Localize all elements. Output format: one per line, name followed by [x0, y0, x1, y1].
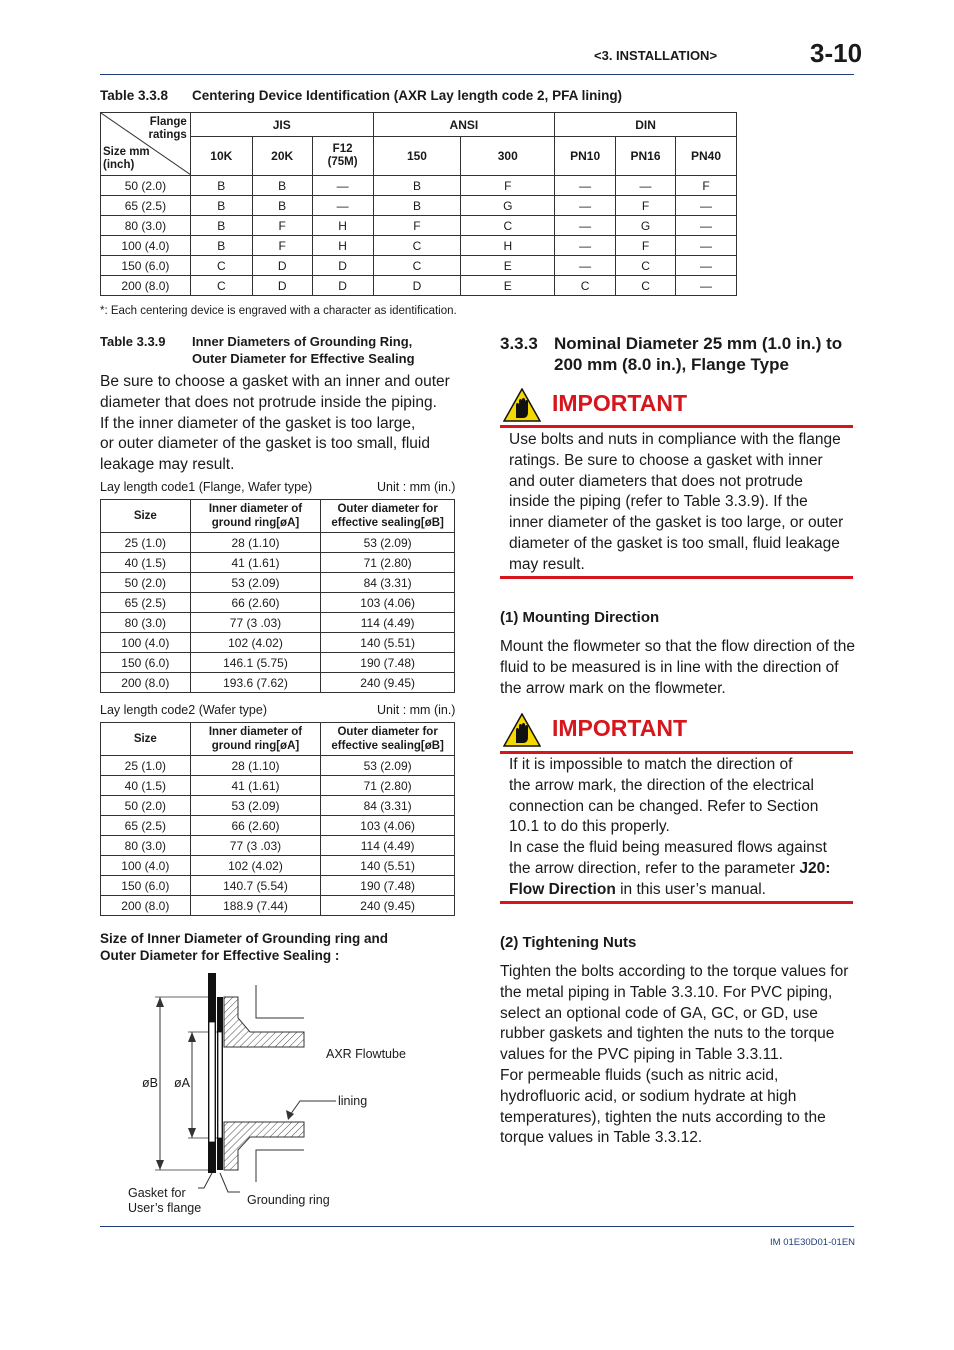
cell: 28 (1.10)	[190, 756, 321, 776]
cell: B	[190, 176, 252, 196]
code1-unit: Unit : mm (in.)	[377, 480, 456, 494]
cell: C	[373, 236, 461, 256]
column-header: 150	[373, 137, 461, 176]
cell: 100 (4.0)	[101, 633, 191, 653]
cell: D	[312, 276, 373, 296]
cell: 65 (2.5)	[101, 196, 191, 216]
section-333-title	[554, 333, 854, 375]
text-line	[509, 880, 849, 901]
column-header: Inner diameter of ground ring[øA]	[190, 723, 321, 756]
text-line	[509, 859, 849, 880]
flowtube-body-upper	[256, 985, 304, 1018]
cell: 71 (2.80)	[321, 553, 455, 573]
cell: 100 (4.0)	[101, 236, 191, 256]
cell: 103 (4.06)	[321, 816, 455, 836]
table-row	[101, 176, 737, 196]
tightening-heading: (2) Tightening Nuts	[500, 934, 637, 951]
text-line: diameter that does not protrude inside the piping.	[100, 393, 437, 411]
cell: H	[312, 236, 373, 256]
cell: 200 (8.0)	[101, 896, 191, 916]
column-header: F12 (75M)	[312, 137, 373, 176]
table-338-title: Centering Device Identification (AXR Lay length code 2, PFA lining)	[192, 88, 623, 103]
text-span: the arrow direction, refer to the parameter	[509, 859, 800, 877]
column-header: 300	[461, 137, 555, 176]
cell: 150 (6.0)	[101, 653, 191, 673]
cell: C	[461, 216, 555, 236]
text-line: If the inner diameter of the gasket is too large,	[100, 414, 416, 432]
cell: 146.1 (5.75)	[190, 653, 321, 673]
cell: 140.7 (5.54)	[190, 876, 321, 896]
cell: 28 (1.10)	[190, 533, 321, 553]
cell: —	[676, 236, 737, 256]
code1-caption: Lay length code1 (Flange, Wafer type)	[100, 480, 313, 494]
label-grounding-ring: Grounding ring	[247, 1193, 330, 1207]
parameter-ref: J20:	[799, 859, 831, 877]
table-339-title-line2: Outer Diameter for Effective Sealing	[192, 351, 415, 366]
table-row	[101, 816, 455, 836]
cell: —	[312, 196, 373, 216]
text-line: Tighten the bolts according to the torque values for	[500, 963, 849, 980]
table-row	[101, 533, 455, 553]
cell: F	[461, 176, 555, 196]
cell: B	[373, 176, 461, 196]
cell: 77 (3 .03)	[190, 613, 321, 633]
arrow-head	[156, 997, 164, 1007]
cell: 66 (2.60)	[190, 593, 321, 613]
parameter-ref: Flow Direction	[509, 880, 616, 898]
table-row	[101, 776, 455, 796]
text-line: may result.	[509, 555, 585, 573]
cell: 114 (4.49)	[321, 613, 455, 633]
cell: 140 (5.51)	[321, 633, 455, 653]
cell: 140 (5.51)	[321, 856, 455, 876]
cell: C	[190, 276, 252, 296]
cell: 53 (2.09)	[190, 796, 321, 816]
text-line: and outer diameters that does not protrude	[509, 472, 803, 490]
cell: 50 (2.0)	[101, 176, 191, 196]
cell: 41 (1.61)	[190, 553, 321, 573]
table-339-caption	[100, 333, 415, 367]
column-header: PN16	[616, 137, 676, 176]
text-line: torque values in Table 3.3.12.	[500, 1129, 703, 1147]
document-id: IM 01E30D01-01EN	[770, 1237, 856, 1248]
cell: C	[555, 276, 616, 296]
text-line: For permeable fluids (such as nitric acid,	[500, 1066, 779, 1084]
table-339-code2	[100, 722, 455, 916]
table-row	[101, 673, 455, 693]
table-row	[101, 633, 455, 653]
important-body-1	[509, 430, 849, 576]
cell: F	[373, 216, 461, 236]
important-title-2: IMPORTANT	[552, 715, 688, 741]
cell: —	[676, 216, 737, 236]
text-line: In case the fluid being measured flows against	[509, 839, 827, 857]
mounting-heading: (1) Mounting Direction	[500, 609, 660, 626]
label-oa: øA	[174, 1076, 190, 1090]
corner-bottom-label: Size mm (inch)	[103, 146, 150, 171]
column-header: Size	[101, 723, 191, 756]
cell: B	[190, 216, 252, 236]
warning-hand-icon	[503, 388, 541, 422]
cell: —	[616, 176, 676, 196]
text-line: or outer diameter of the gasket is too small, fluid	[100, 435, 430, 453]
diagram-title-line2: Outer Diameter for Effective Sealing :	[100, 948, 340, 963]
table-row	[101, 613, 455, 633]
cell: —	[555, 236, 616, 256]
cell: 190 (7.48)	[321, 653, 455, 673]
table-row	[101, 856, 455, 876]
table-339-title-line1: Inner Diameters of Grounding Ring,	[192, 334, 413, 349]
text-line: rubber gaskets and tighten the nuts to the torque	[500, 1025, 835, 1043]
table-row	[101, 876, 455, 896]
cell: 53 (2.09)	[321, 533, 455, 553]
column-header: Size	[101, 500, 191, 533]
cell: C	[190, 256, 252, 276]
cell: 50 (2.0)	[101, 796, 191, 816]
label-ob: øB	[142, 1076, 158, 1090]
code2-unit: Unit : mm (in.)	[377, 703, 456, 717]
diagram-title-line1: Size of Inner Diameter of Grounding ring and	[100, 931, 389, 946]
cell: 53 (2.09)	[321, 756, 455, 776]
table-row	[101, 836, 455, 856]
cell: B	[252, 176, 312, 196]
important-rule-top-1	[500, 425, 853, 428]
cell: —	[555, 176, 616, 196]
cell: 150 (6.0)	[101, 256, 191, 276]
cell: D	[252, 276, 312, 296]
text-line: connection can be changed. Refer to Section	[509, 797, 819, 815]
cell: 150 (6.0)	[101, 876, 191, 896]
arrow-head	[188, 1128, 196, 1138]
text-span: in this user’s manual.	[615, 880, 766, 898]
group-header: ANSI	[373, 113, 555, 137]
cell: 103 (4.06)	[321, 593, 455, 613]
cell: 65 (2.5)	[101, 816, 191, 836]
group-header: JIS	[190, 113, 373, 137]
cell: 240 (9.45)	[321, 673, 455, 693]
table-339-intro	[100, 372, 460, 476]
cell: 190 (7.48)	[321, 876, 455, 896]
table-row	[101, 896, 455, 916]
cell: 84 (3.31)	[321, 796, 455, 816]
label-gasket-line1: Gasket for	[128, 1186, 186, 1200]
group-header: DIN	[555, 113, 737, 137]
cell: B	[373, 196, 461, 216]
column-header: 20K	[252, 137, 312, 176]
cell: C	[373, 256, 461, 276]
text-line: temperatures), tighten the nuts according to the	[500, 1108, 826, 1126]
page-number: 3-10	[810, 38, 863, 68]
flowtube-flange-upper	[224, 997, 304, 1047]
cell: —	[676, 196, 737, 216]
text-line: If it is impossible to match the direction of	[509, 756, 793, 773]
important-rule-bottom-1	[500, 576, 853, 579]
table-339-code1	[100, 499, 455, 693]
cell: F	[676, 176, 737, 196]
text-line: the arrow mark, the direction of the electrical	[509, 776, 814, 794]
table-row	[101, 256, 737, 276]
column-header: Outer diameter for effective sealing[øB]	[321, 500, 455, 533]
cell: 53 (2.09)	[190, 573, 321, 593]
cell: G	[461, 196, 555, 216]
cell: 240 (9.45)	[321, 896, 455, 916]
table-row	[101, 573, 455, 593]
tightening-body	[500, 962, 855, 1149]
cell: 200 (8.0)	[101, 276, 191, 296]
cell: F	[252, 236, 312, 256]
cell: 100 (4.0)	[101, 856, 191, 876]
cell: —	[555, 256, 616, 276]
cell: C	[616, 256, 676, 276]
cell: 188.9 (7.44)	[190, 896, 321, 916]
table-338-corner	[101, 113, 191, 176]
label-gasket-line2: User’s flange	[128, 1201, 202, 1215]
table-row	[101, 553, 455, 573]
table-row	[101, 236, 737, 256]
text-line: diameter of the gasket is too small, fluid leakage	[509, 534, 840, 552]
flowtube-body-lower	[256, 1150, 304, 1182]
cell: D	[252, 256, 312, 276]
ring-inner	[218, 1032, 222, 1138]
table-row	[101, 756, 455, 776]
important-rule-top-2	[500, 751, 853, 754]
cell: 200 (8.0)	[101, 673, 191, 693]
cell: —	[555, 216, 616, 236]
column-header: PN10	[555, 137, 616, 176]
cell: 40 (1.5)	[101, 776, 191, 796]
cell: 66 (2.60)	[190, 816, 321, 836]
cell: 114 (4.49)	[321, 836, 455, 856]
column-header: 10K	[190, 137, 252, 176]
cell: 25 (1.0)	[101, 756, 191, 776]
cell: B	[252, 196, 312, 216]
label-axr-flowtube: AXR Flowtube	[326, 1047, 406, 1061]
table-row	[101, 196, 737, 216]
cell: 80 (3.0)	[101, 836, 191, 856]
arrow-head	[188, 1032, 196, 1042]
cell: 102 (4.02)	[190, 856, 321, 876]
gasket-gap	[209, 1022, 215, 1142]
text-line: the arrow mark on the flowmeter.	[500, 679, 726, 697]
lining-leader	[290, 1101, 336, 1115]
text-line: hydrofluoric acid, or sodium hydrate at high	[500, 1087, 797, 1105]
cell: 41 (1.61)	[190, 776, 321, 796]
cell: D	[373, 276, 461, 296]
table-338-note: *: Each centering device is engraved with a character as identification.	[100, 305, 457, 317]
cell: 84 (3.31)	[321, 573, 455, 593]
table-338-number: Table 3.3.8	[100, 88, 169, 103]
table-row	[101, 593, 455, 613]
column-header: PN40	[676, 137, 737, 176]
cell: 25 (1.0)	[101, 533, 191, 553]
cell: 50 (2.0)	[101, 573, 191, 593]
cell: —	[676, 256, 737, 276]
label-gasket	[128, 1186, 201, 1216]
column-header: Inner diameter of ground ring[øA]	[190, 500, 321, 533]
cell: 102 (4.02)	[190, 633, 321, 653]
column-header: Outer diameter for effective sealing[øB]	[321, 723, 455, 756]
text-line: select an optional code of GA, GC, or GD, use	[500, 1004, 818, 1022]
section-333-number: 3.3.3	[500, 334, 538, 353]
text-line: Use bolts and nuts in compliance with the flange	[509, 431, 841, 448]
mounting-body	[500, 637, 855, 699]
cell: —	[555, 196, 616, 216]
important-body-2	[509, 755, 849, 901]
cell: 77 (3 .03)	[190, 836, 321, 856]
table-338-caption	[100, 88, 622, 103]
table-row	[101, 796, 455, 816]
cell: —	[676, 276, 737, 296]
cell: F	[616, 196, 676, 216]
code2-caption: Lay length code2 (Wafer type)	[100, 703, 267, 717]
important-title-1: IMPORTANT	[552, 390, 688, 416]
text-line: inner diameter of the gasket is too large, or outer	[509, 514, 844, 532]
cell: D	[312, 256, 373, 276]
cell: F	[252, 216, 312, 236]
section-333-title-line2: 200 mm (8.0 in.), Flange Type	[554, 355, 789, 374]
table-row	[101, 216, 737, 236]
arrow-head	[156, 1160, 164, 1170]
cell: 65 (2.5)	[101, 593, 191, 613]
corner-top-label: Flange ratings	[148, 116, 187, 141]
cell: H	[312, 216, 373, 236]
section-header: <3. INSTALLATION>	[594, 48, 718, 63]
important-rule-bottom-2	[500, 901, 853, 904]
text-line: the metal piping in Table 3.3.10. For PVC piping,	[500, 983, 833, 1001]
cell: C	[616, 276, 676, 296]
cell: 71 (2.80)	[321, 776, 455, 796]
cell: B	[190, 236, 252, 256]
text-line: 10.1 to do this properly.	[509, 818, 670, 836]
cell: E	[461, 256, 555, 276]
cell: —	[312, 176, 373, 196]
diagram-title	[100, 930, 460, 964]
table-row	[101, 276, 737, 296]
text-line: leakage may result.	[100, 456, 235, 474]
cell: E	[461, 276, 555, 296]
label-lining: lining	[338, 1094, 368, 1108]
section-333-title-line1: Nominal Diameter 25 mm (1.0 in.) to	[554, 334, 843, 353]
ring-leader	[220, 1173, 240, 1192]
cell: G	[616, 216, 676, 236]
text-line: fluid to be measured is in line with the direction of	[500, 658, 839, 676]
cell: 80 (3.0)	[101, 216, 191, 236]
text-line: inside the piping (refer to Table 3.3.9). If the	[509, 493, 808, 511]
table-row	[101, 653, 455, 673]
flowtube-flange-lower	[224, 1122, 304, 1170]
text-line: values for the PVC piping in Table 3.3.11.	[500, 1046, 783, 1064]
table-338	[100, 112, 737, 296]
text-line: Be sure to choose a gasket with an inner and outer	[100, 373, 450, 390]
cell: B	[190, 196, 252, 216]
cell: 80 (3.0)	[101, 613, 191, 633]
cell: H	[461, 236, 555, 256]
footer-rule	[100, 1226, 854, 1227]
text-line: ratings. Be sure to choose a gasket with inner	[509, 451, 823, 469]
warning-hand-icon	[503, 713, 541, 747]
cell: 193.6 (7.62)	[190, 673, 321, 693]
table-339-number: Table 3.3.9	[100, 334, 166, 349]
text-line: Mount the flowmeter so that the flow direction of the	[500, 638, 855, 655]
cell: F	[616, 236, 676, 256]
cell: 40 (1.5)	[101, 553, 191, 573]
grounding-ring-diagram	[100, 960, 460, 1220]
header-rule	[100, 74, 854, 75]
